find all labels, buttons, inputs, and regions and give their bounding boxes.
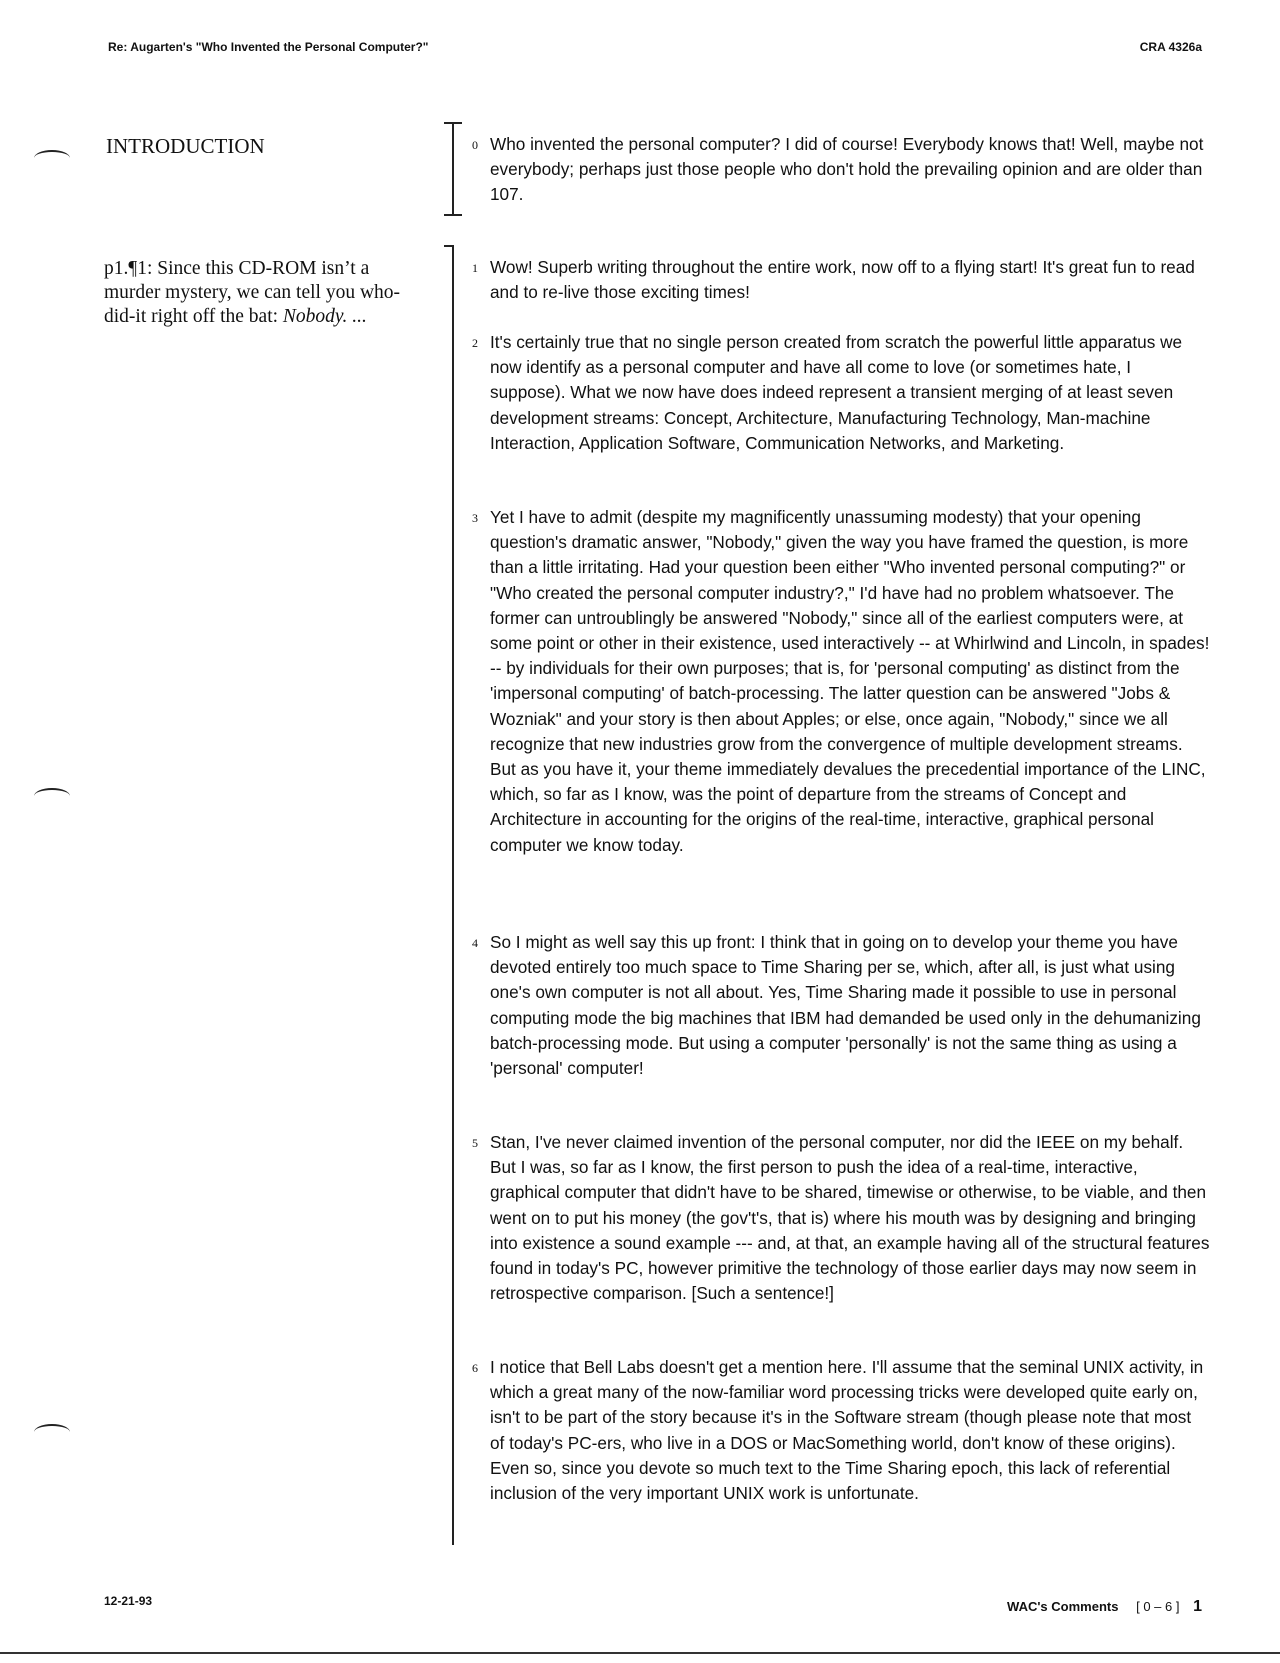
quoted-passage-emphasis: Nobody. ... — [282, 306, 367, 327]
margin-mark — [34, 1424, 70, 1440]
paragraph-text: I notice that Bell Labs doesn't get a mention here. I'll assume that the seminal UNIX activity, in which a great many of the now-familiar word processing tricks were developed quite early on, isn't to be part of the story because it's in the Software stream (though please note that most of today's PC-ers, who live in a DOS or MacSomething world, don't know of these origins). Even so, since you devote so much text to the Time Sharing epoch, this lack of referential inclusion of the very important UNIX work is unfortunate. — [490, 1357, 1204, 1504]
document-header-code: CRA 4326a — [1139, 40, 1202, 54]
footer-page-info — [1007, 1598, 1202, 1616]
comment-paragraph — [472, 1355, 1210, 1506]
margin-mark — [34, 150, 70, 166]
footer-range: [ 0 – 6 ] — [1136, 1599, 1180, 1614]
paragraph-number: 2 — [472, 336, 478, 350]
paragraph-number: 5 — [472, 1136, 478, 1150]
bottom-rule — [0, 1652, 1280, 1654]
section-heading: INTRODUCTION — [106, 134, 265, 158]
paragraph-text: So I might as well say this up front: I think that in going on to develop your theme you have devoted entirely too much space to Time Sharing per se, which, after all, is just what using one's own computer is not all about. Yes, Time Sharing made it possible to use in personal computing mode the big machines that IBM had demanded be used only in the dehumanizing batch-processing mode. But using a computer 'personally' is not the same thing as using a 'personal' computer! — [490, 932, 1201, 1079]
paragraph-number: 4 — [472, 936, 478, 950]
paragraph-number: 0 — [472, 138, 478, 152]
footer-label: WAC's Comments — [1007, 1599, 1119, 1614]
paragraph-number: 3 — [472, 511, 478, 525]
paragraph-text: Wow! Superb writing throughout the entire work, now off to a flying start! It's great fun to read and to re-live those exciting times! — [490, 257, 1195, 303]
page-number: 1 — [1193, 1598, 1202, 1615]
comment-paragraph — [472, 132, 1210, 208]
bracket-line-comments — [452, 245, 454, 1545]
paragraph-text: Who invented the personal computer? I did of course! Everybody knows that! Well, maybe not everybody; perhaps just those people who don't hold the prevailing opinion and are older than 107. — [490, 134, 1204, 205]
paragraph-text: Yet I have to admit (despite my magnificently unassuming modesty) that your opening question's dramatic answer, "Nobody," given the way you have framed the question, is more than a little irritating. Had your question been either "Who invented personal computing?" or "Who created the personal computer industry?," I'd have had no problem whatsoever. The former can untroublingly be answered "Nobody," since all of the earliest computers were, at some point or other in their existence, used interactively -- at Whirlwind and Lincoln, in spades! -- by individuals for their own purposes; that is, for 'personal computing' as distinct from the 'impersonal computing' of batch-processing. The latter question can be answered "Jobs & Wozniak" and your story is then about Apples; or else, once again, "Nobody," since we all recognize that new industries grow from the convergence of multiple development streams. But as you have it, your theme immediately devalues the precedential importance of the LINC, which, so far as I know, was the point of departure from the streams of Concept and Architecture in accounting for the origins of the real-time, interactive, graphical personal computer we know today. — [490, 507, 1210, 855]
paragraph-text: It's certainly true that no single person created from scratch the powerful little apparatus we now identify as a personal computer and have all come to love (or sometimes hate, I suppose). What we now have does indeed represent a transient merging of at least seven development streams: Concept, Architecture, Manufacturing Technology, Man-machine Interaction, Application Software, Communication Networks, and Marketing. — [490, 332, 1183, 453]
document-header-title: Re: Augarten's "Who Invented the Personal Computer?" — [108, 40, 429, 54]
bracket-top-tick — [444, 122, 462, 124]
comment-paragraph — [472, 930, 1210, 1081]
paragraph-number: 1 — [472, 261, 478, 275]
comment-paragraph — [472, 255, 1210, 305]
quoted-passage — [104, 257, 424, 329]
bracket-bottom-tick — [444, 214, 462, 216]
footer-date: 12-21-93 — [104, 1594, 153, 1608]
comment-paragraph — [472, 330, 1210, 456]
quoted-passage-text: p1.¶1: Since this CD-ROM isn’t a murder mystery, we can tell you who-did-it right off the bat: — [104, 258, 401, 327]
paragraph-text: Stan, I've never claimed invention of the personal computer, nor did the IEEE on my behalf. But I was, so far as I know, the first person to push the idea of a real-time, interactive, graphical computer that didn't have to be shared, timewise or otherwise, to be viable, and then went on to put his money (the gov't's, that is) where his mouth was by designing and bringing into existence a sound example --- and, at that, an example having all of the structural features found in today's PC, however primitive the technology of those earlier days may now seem in retrospective comparison. [Such a sentence!] — [490, 1132, 1210, 1304]
margin-mark — [34, 788, 70, 804]
paragraph-number: 6 — [472, 1361, 478, 1375]
comment-paragraph — [472, 505, 1210, 858]
bracket-line-intro — [452, 122, 454, 214]
comment-paragraph — [472, 1130, 1210, 1306]
bracket-top-tick — [444, 245, 454, 247]
